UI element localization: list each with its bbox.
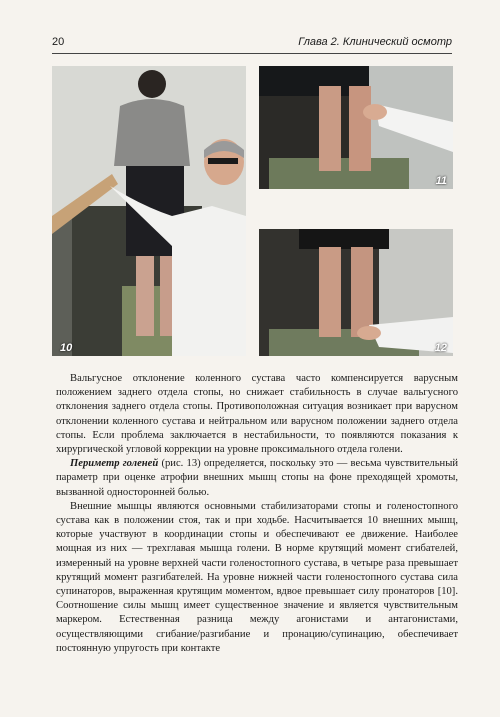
paragraph-valgus: Вальгусное отклонение коленного сустава часто компенсируется варусным положением заднего отдела стопы, но снижает стабильность в случае вальгусного отклонения заднего отдела стопы. Противоположная ситуация возникает при варусном отклонении коленного сустава и нейтральном или варусном положении заднего отдела стопы. Если проблема заключается в нестабильности, то появляются показания к хирургической угловой коррекции на уровне проксимального отдела голени. [56, 373, 458, 456]
figure-12-number: 12 [434, 342, 447, 354]
paragraph-muscles: Внешние мышцы являются основными стабилизаторами стопы и голеностопного сустава как в положении стоя, так и при ходьбе. Насчитывается 10 внешних мышц, которые участвуют в координации стопы и обеспечивают ее движение. Наиболее мощная из них — трехглавая мышца голени. В норме крутящий момент сгибателей, измеренный на уровне верхней части голеностопного сустава, в четыре раза превышает крутящий момент разгибателей. На уровне нижней части голеностопного сустава сила супинаторов, выраженная крутящим моментом, вдвое превышает силу пронаторов [10]. Соотношение силы мышц имеет существенное значение и является чувствительным маркером. Естественная разница между агонистами и антагонистами, осуществляющими сгибание/разгибание и пронацию/супинацию, обеспечивает постоянную упругость при контакте [56, 500, 458, 654]
page-number: 20 [52, 36, 65, 48]
running-header [52, 36, 452, 52]
figure-10-number: 10 [60, 342, 73, 354]
header-rule [52, 53, 452, 54]
paragraph-perimeter [56, 457, 458, 500]
figure-10-illustration [52, 66, 246, 356]
term-perimeter: Периметр голеней [70, 458, 159, 470]
figure-12-illustration [259, 229, 453, 356]
figure-11-photo [259, 66, 453, 189]
figure-12-photo [259, 229, 453, 356]
figure-10-photo [52, 66, 246, 356]
chapter-title: Глава 2. Клинический осмотр [298, 36, 452, 48]
figure-11-number: 11 [435, 175, 447, 187]
body-text [56, 372, 458, 656]
paragraph-perimeter-rest: (рис. 13) определяется, поскольку это — весьма чувствительный параметр при оценке атрофии внешних мышц стопы на фоне преходящей хромоты, вызванной односторонней болью. [56, 458, 458, 498]
figure-11-illustration [259, 66, 453, 189]
